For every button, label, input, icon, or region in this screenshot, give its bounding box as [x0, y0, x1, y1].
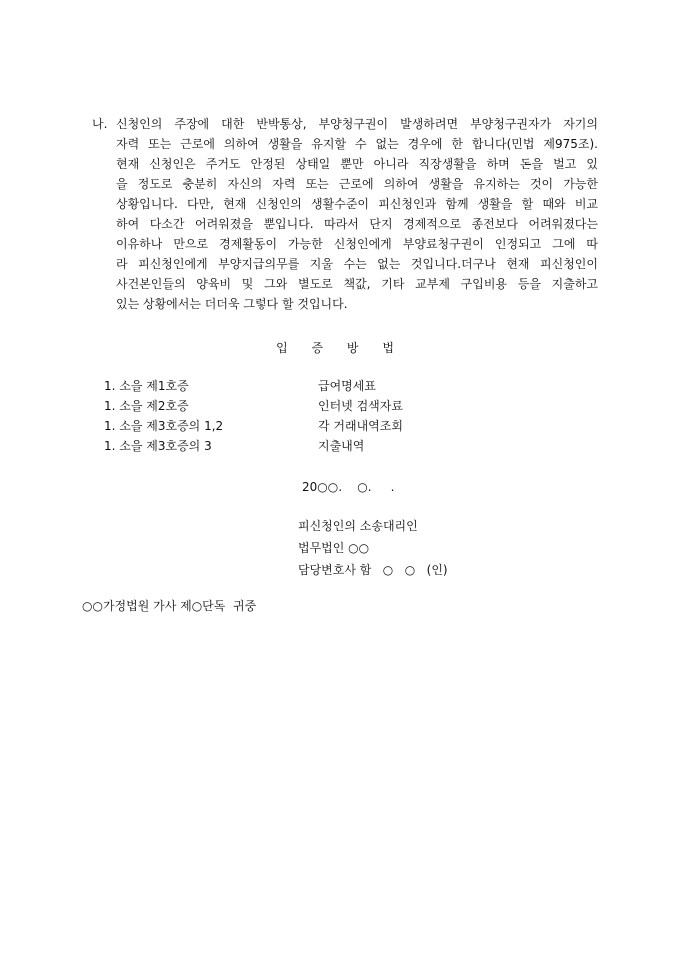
signature-attorney: 담당변호사 함 ○ ○ (인) [298, 563, 448, 577]
paragraph-line: 신청인의 주장에 대한 반박통상, 부양청구권이 발생하려면 부양청구권자가 자기의 [116, 117, 598, 131]
evidence-item-description: 급여명세표 [318, 379, 376, 393]
paragraph-line: 있는 상황에서는 더더욱 그렇다 할 것입니다. [116, 297, 348, 311]
evidence-item-description: 각 거래내역조회 [318, 419, 403, 433]
evidence-item-label: 1. 소을 제1호증 [104, 379, 189, 393]
evidence-item-description: 인터넷 검색자료 [318, 399, 403, 413]
evidence-item-label: 1. 소을 제3호증의 3 [104, 439, 212, 453]
evidence-item-label: 1. 소을 제3호증의 1,2 [104, 419, 224, 433]
paragraph-line: 사건본인들의 양육비 및 그와 별도로 책값, 기타 교부제 구입비용 등을 지출하고 [116, 277, 598, 291]
paragraph-line: 현재 신청인은 주거도 안정된 상태일 뿐만 아니라 직장생활을 하며 돈을 벌고 있 [116, 157, 598, 171]
paragraph-line: 자력 또는 근로에 의하여 생활을 유지할 수 없는 경우에 한 합니다(민법 제975조). [116, 137, 598, 151]
signature-role: 피신청인의 소송대리인 [298, 519, 418, 533]
paragraph-line: 하여 다소간 어려워졌을 뿐입니다. 따라서 단지 경제적으로 종전보다 어려워졌다는 [116, 217, 598, 231]
paragraph-marker: 나. [92, 117, 108, 131]
paragraph-line: 을 정도로 충분히 자신의 자력 또는 근로에 의하여 생활을 유지하는 것이 가능한 [116, 177, 598, 191]
signature-firm: 법무법인 ○○ [298, 541, 370, 555]
paragraph-line: 라 피신청인에게 부양지급의무를 지울 수는 없는 것입니다.더구나 현재 피신청인이 [116, 257, 598, 271]
paragraph-line: 이유하나 만으로 경제활동이 가능한 신청인에게 부양료청구권이 인정되고 그에 따 [116, 237, 598, 251]
evidence-item-description: 지출내역 [318, 439, 365, 453]
paragraph-line: 상황입니다. 다만, 현재 신청인의 생활수준이 피신청인과 함께 생활을 할 때와 비교 [116, 197, 598, 211]
court-addressee: ○○가정법원 가사 제○단독 귀중 [82, 599, 257, 613]
document-date: 20○○. ○. . [302, 480, 395, 494]
evidence-heading: 입 증 방 법 [276, 341, 404, 355]
evidence-item-label: 1. 소을 제2호증 [104, 399, 189, 413]
